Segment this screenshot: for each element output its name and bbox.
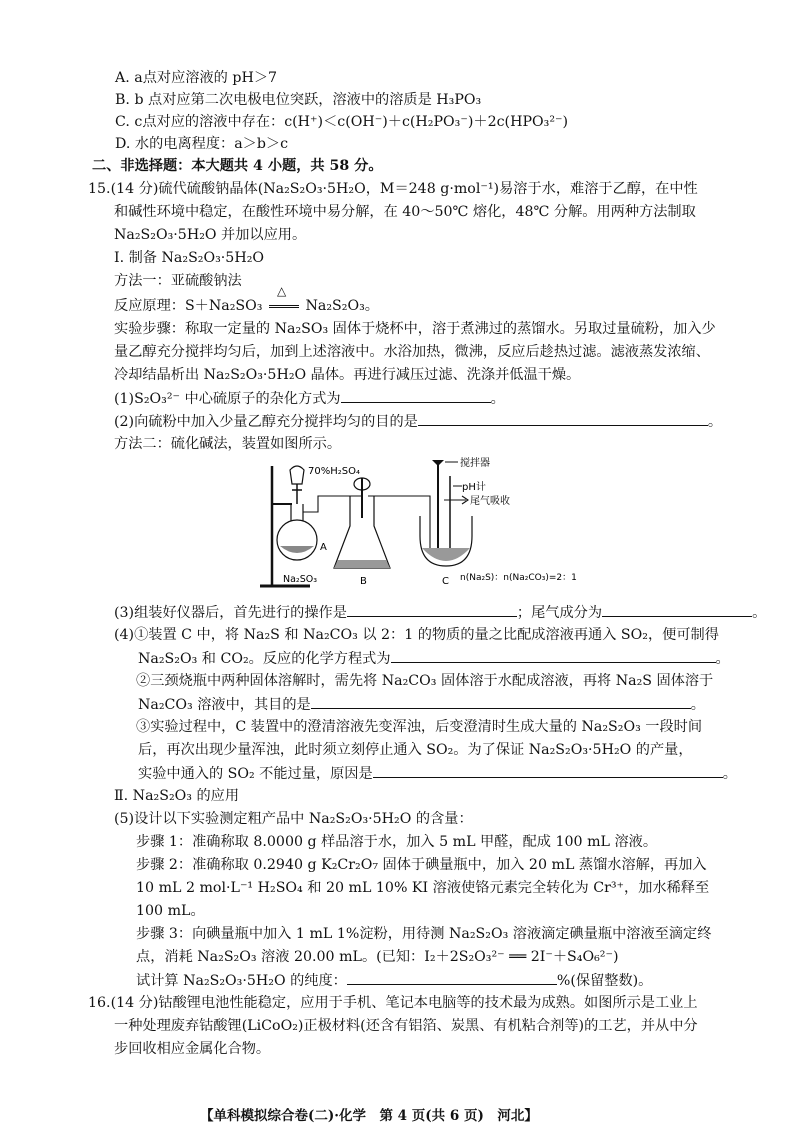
q15-subq4-3b: 后，再次出现少量浑浊，此时须立刻停止通入 SO₂。为了保证 Na₂S₂O₃·5H₂O 的产量， [138, 742, 693, 758]
option-d: D. 水的电离程度：a＞b＞c [115, 136, 289, 152]
reaction-reactants: 反应原理：S＋Na₂SO₃ [114, 298, 263, 314]
q15-step-line2: 量乙醇充分搅拌均匀后，加到上述溶液中。水浴加热，微沸，反应后趁热过滤。滤液蒸发浓缩、 [114, 344, 710, 360]
q15-method2: 方法二：硫化碱法，装置如图所示。 [114, 436, 342, 452]
na2so3-label: Na₂SO₃ [283, 574, 318, 585]
flask-c-label: C [442, 576, 449, 587]
answer-blank[interactable] [311, 696, 691, 709]
q15-step-line1: 实验步骤：称取一定量的 Na₂SO₃ 固体于烧杯中，溶于煮沸过的蒸馏水。另取过量硫粉，加入少 [114, 321, 716, 337]
q15-subq1: (1)S₂O₃²⁻ 中心硫原子的杂化方式为 。 [114, 391, 505, 407]
answer-blank[interactable] [418, 413, 708, 426]
q15-subq4-3c-text: 实验中通入的 SO₂ 不能过量，原因是 [138, 766, 373, 782]
q15-subq5: (5)设计以下实验测定粗产品中 Na₂S₂O₃·5H₂O 的含量： [114, 811, 473, 827]
q15-step-2a: 步骤 2：准确称取 0.2940 g K₂Cr₂O₇ 固体于碘量瓶中，加入 20 mL 蒸馏水溶解，再加入 [136, 857, 707, 873]
q15-purity-text: 试计算 Na₂S₂O₃·5H₂O 的纯度： [136, 973, 347, 989]
reaction-arrow [267, 284, 301, 316]
q15-purity-unit: %(保留整数)。 [556, 973, 653, 989]
flask-a [277, 520, 317, 560]
q15-method1: 方法一：亚硫酸钠法 [114, 273, 242, 289]
q15-subq1-text: (1)S₂O₃²⁻ 中心硫原子的杂化方式为 [114, 391, 341, 407]
q15-subq4-3c: 实验中通入的 SO₂ 不能过量，原因是 。 [138, 766, 737, 782]
heat-symbol: △ [276, 284, 287, 298]
q15-subq3-text: (3)组装好仪器后，首先进行的操作是 [114, 605, 347, 621]
apparatus-diagram [250, 456, 590, 596]
answer-blank[interactable] [373, 765, 723, 778]
q15-subq4-2b-text: Na₂CO₃ 溶液中，其目的是 [138, 697, 311, 713]
acid-label: 70%H₂SO₄ [308, 466, 360, 477]
q15-subq2: (2)向硫粉中加入少量乙醇充分搅拌均匀的目的是 。 [114, 414, 723, 430]
stirrer-label: 搅拌器 [460, 458, 490, 469]
q15-subq4-3a: ③实验过程中，C 装置中的澄清溶液先变浑浊，后变澄清时生成大量的 Na₂S₂O₃ 一段时间 [136, 719, 703, 735]
q15-subq2-text: (2)向硫粉中加入少量乙醇充分搅拌均匀的目的是 [114, 414, 418, 430]
q16-intro-line1: 16.(14 分)钴酸锂电池性能稳定，应用于手机、笔记本电脑等的技术最为成熟。如图所示是工业上 [88, 995, 698, 1011]
q15-subq4-1b: Na₂S₂O₃ 和 CO₂。反应的化学方程式为 。 [138, 651, 730, 667]
ph-meter-label: pH计 [462, 482, 486, 493]
tail-gas-label: 尾气吸收 [470, 496, 510, 507]
reaction-products: Na₂S₂O₃。 [305, 298, 379, 314]
dropping-funnel [290, 466, 304, 484]
page-footer: 【单科模拟综合卷(二)·化学 第 4 页(共 6 页) 河北】 [200, 1108, 538, 1124]
q15-subq3: (3)组装好仪器后，首先进行的操作是 ；尾气成分为 。 [114, 605, 767, 621]
answer-blank[interactable] [602, 604, 752, 617]
q15-subq3-text2: ；尾气成分为 [516, 605, 603, 621]
q15-subq4-1b-text: Na₂S₂O₃ 和 CO₂。反应的化学方程式为 [138, 651, 391, 667]
answer-blank[interactable] [347, 972, 557, 985]
flask-a-label: A [320, 542, 327, 553]
option-a: A. a点对应溶液的 pH＞7 [115, 70, 278, 86]
q15-reaction [114, 284, 379, 316]
q15-intro-line3: Na₂S₂O₃·5H₂O 并加以应用。 [114, 227, 307, 243]
section-heading: 二、非选择题：本大题共 4 小题，共 58 分。 [92, 158, 383, 174]
q16-intro-line3: 步回收相应金属化合物。 [114, 1041, 271, 1057]
answer-blank[interactable] [391, 650, 716, 663]
option-c: C. c点对应的溶液中存在：c(H⁺)＜c(OH⁻)＋c(H₂PO₃⁻)＋2c(HPO₃²⁻) [115, 114, 569, 130]
q15-step-2b: 10 mL 2 mol·L⁻¹ H₂SO₄ 和 20 mL 10% KI 溶液使铬元素完全转化为 Cr³⁺，加水稀释至 [136, 880, 710, 896]
q15-step-1: 步骤 1：准确称取 8.0000 g 样品溶于水，加入 5 mL 甲醛，配成 100 mL 溶液。 [136, 834, 658, 850]
q15-step-3a: 步骤 3：向碘量瓶中加入 1 mL 1%淀粉，用待测 Na₂S₂O₃ 溶液滴定碘量瓶中溶液至滴定终 [136, 926, 712, 942]
q15-part2-heading: Ⅱ. Na₂S₂O₃ 的应用 [114, 788, 240, 804]
q15-step-2c: 100 mL。 [136, 903, 205, 919]
q16-intro-line2: 一种处理废弃钴酸锂(LiCoO₂)正极材料(还含有铝箔、炭黑、有机粘合剂等)的工艺，并从中分 [114, 1018, 698, 1034]
q15-step-line3: 冷却结晶析出 Na₂S₂O₃·5H₂O 晶体。再进行减压过滤、洗涤并低温干燥。 [114, 367, 581, 383]
ratio-label: n(Na₂S)：n(Na₂CO₃)=2：1 [460, 573, 577, 583]
q15-subq4-2a: ②三颈烧瓶中两种固体溶解时，需先将 Na₂CO₃ 固体溶于水配成溶液，再将 Na₂S 固体溶于 [136, 673, 714, 689]
q15-step-3b: 点，消耗 Na₂S₂O₃ 溶液 20.00 mL。(已知：I₂＋2S₂O₃²⁻ ══ 2I⁻＋S₄O₆²⁻) [136, 949, 619, 965]
answer-blank[interactable] [341, 390, 491, 403]
q15-purity [136, 972, 652, 991]
answer-blank[interactable] [347, 604, 517, 617]
option-b: B. b 点对应第二次电极电位突跃，溶液中的溶质是 H₃PO₃ [115, 92, 482, 108]
q15-part1-heading: Ⅰ. 制备 Na₂S₂O₃·5H₂O [114, 250, 265, 266]
q15-intro-line1: 15.(14 分)硫代硫酸钠晶体(Na₂S₂O₃·5H₂O，M＝248 g·mol⁻¹)易溶于水，难溶于乙醇，在中性 [88, 181, 698, 197]
q15-subq4-2b: Na₂CO₃ 溶液中，其目的是 。 [138, 697, 705, 713]
q15-subq4-1a: (4)①装置 C 中，将 Na₂S 和 Na₂CO₃ 以 2：1 的物质的量之比配成溶液再通入 SO₂，便可制得 [114, 627, 719, 643]
flask-b-label: B [360, 576, 367, 587]
q15-intro-line2: 和碱性环境中稳定，在酸性环境中易分解，在 40～50℃ 熔化，48℃ 分解。用两种方法制取 [114, 204, 696, 220]
